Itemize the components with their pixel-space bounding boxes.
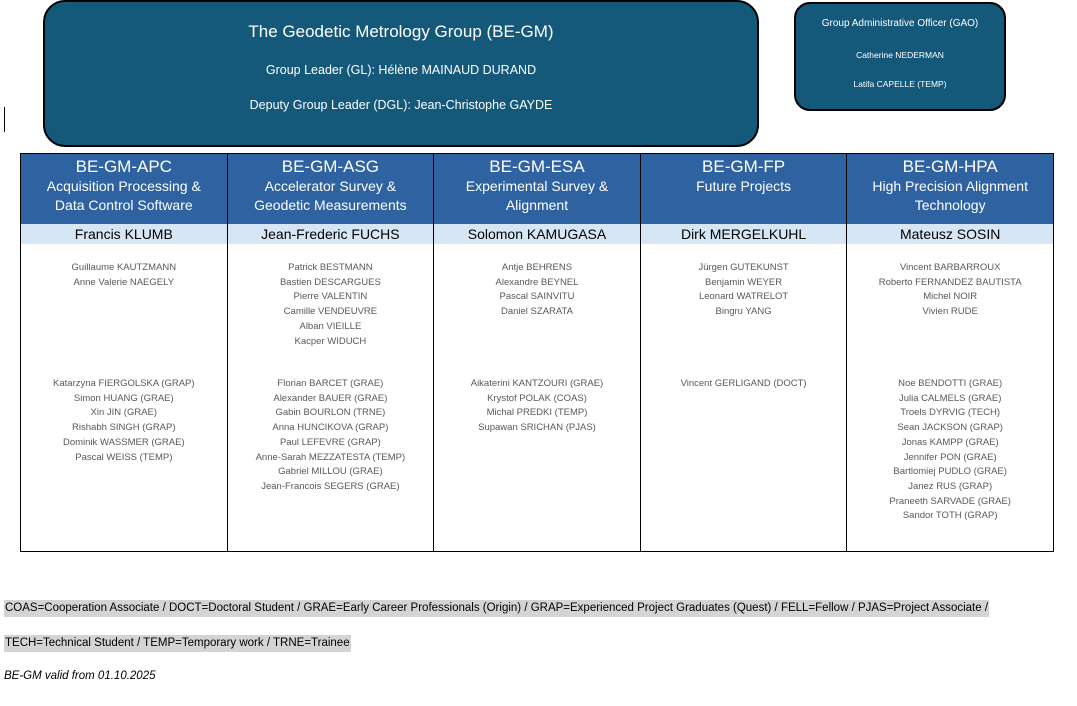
section-header — [228, 154, 434, 224]
staff-list — [434, 261, 640, 320]
staff-member: Anne Valerie NAEGELY — [73, 276, 175, 288]
section-header — [21, 154, 227, 224]
other-staff-list — [641, 377, 847, 392]
section-leader: Solomon KAMUGASA — [434, 224, 640, 244]
other-staff-member: Supawan SRICHAN (PJAS) — [478, 422, 596, 434]
other-staff-member: Gabin BOURLON (TRNE) — [275, 407, 386, 419]
group-title: The Geodetic Metrology Group (BE-GM) — [248, 22, 554, 41]
section-name: Data Control Software — [54, 197, 193, 213]
staff-member: Bingru YANG — [715, 306, 772, 318]
staff-member: Camille VENDEUVRE — [283, 306, 378, 318]
staff-member: Daniel SZARATA — [500, 306, 573, 318]
other-staff-member: Troels DYRVIG (TECH) — [900, 407, 1001, 419]
other-staff-member: Praneeth SARVADE (GRAE) — [889, 495, 1011, 507]
section-name: Future Projects — [696, 178, 792, 194]
staff-member: Vivien RUDE — [922, 306, 978, 318]
other-staff-member: Anne-Sarah MEZZATESTA (TEMP) — [255, 451, 406, 463]
staff-member: Jürgen GUTEKUNST — [698, 262, 789, 273]
section-code: BE-GM-FP — [702, 157, 786, 176]
other-staff-member: Xin JIN (GRAE) — [90, 407, 158, 419]
other-staff-member: Sandor TOTH (GRAP) — [902, 510, 998, 522]
group-deputy-leader: Deputy Group Leader (DGL): Jean-Christophe GAYDE — [249, 98, 553, 112]
admin-title: Group Administrative Officer (GAO) — [821, 18, 979, 29]
staff-member: Patrick BESTMANN — [288, 262, 373, 273]
section-leader: Mateusz SOSIN — [847, 224, 1053, 244]
section-column — [641, 154, 848, 551]
section-column — [228, 154, 435, 551]
group-header-box — [43, 0, 759, 147]
text-cursor — [4, 107, 5, 132]
section-name: Technology — [914, 197, 986, 213]
other-staff-list — [228, 377, 434, 495]
staff-member: Benjamin WEYER — [705, 276, 783, 288]
other-staff-member: Krystof POLAK (COAS) — [487, 392, 587, 404]
other-staff-list — [434, 377, 640, 436]
staff-member: Kacper WIDUCH — [294, 335, 367, 347]
section-name: Experimental Survey & — [465, 178, 609, 194]
other-staff-member: Jennifer PON (GRAE) — [903, 451, 997, 463]
staff-list — [847, 261, 1053, 320]
other-staff-member: Alexander BAUER (GRAE) — [273, 392, 388, 404]
other-staff-member: Pascal WEISS (TEMP) — [75, 451, 173, 463]
section-name: Geodetic Measurements — [254, 197, 407, 213]
other-staff-member: Michal PREDKI (TEMP) — [486, 407, 588, 419]
staff-member: Vincent BARBARROUX — [899, 262, 1001, 273]
other-staff-member: Jonas KAMPP (GRAE) — [901, 436, 999, 448]
section-column — [21, 154, 228, 551]
other-staff-list — [21, 377, 227, 465]
staff-member: Pascal SAINVITU — [499, 291, 575, 303]
other-staff-member: Aikaterini KANTZOURI (GRAE) — [470, 378, 604, 389]
admin-officer-box — [794, 2, 1006, 111]
staff-member: Guillaume KAUTZMANN — [71, 262, 177, 273]
other-staff-list — [847, 377, 1053, 524]
other-staff-member: Vincent GERLIGAND (DOCT) — [680, 378, 807, 389]
other-staff-member: Florian BARCET (GRAE) — [277, 378, 384, 389]
section-name: Acquisition Processing & — [46, 178, 201, 194]
other-staff-member: Simon HUANG (GRAE) — [73, 392, 174, 404]
staff-member: Bastien DESCARGUES — [279, 276, 381, 288]
admin-person: Latifa CAPELLE (TEMP) — [853, 79, 947, 89]
other-staff-member: Jean-Francois SEGERS (GRAE) — [261, 480, 400, 492]
other-staff-member: Julia CALMELS (GRAE) — [898, 392, 1002, 404]
section-name: High Precision Alignment — [872, 178, 1028, 194]
section-code: BE-GM-HPA — [902, 157, 998, 176]
staff-member: Alban VIEILLE — [299, 320, 362, 332]
section-column — [434, 154, 641, 551]
group-leader: Group Leader (GL): Hélène MAINAUD DURAND — [265, 63, 537, 77]
other-staff-member: Janez RUS (GRAP) — [908, 480, 993, 492]
staff-member: Roberto FERNANDEZ BAUTISTA — [878, 276, 1022, 288]
section-header — [847, 154, 1053, 224]
section-leader: Francis KLUMB — [21, 224, 227, 244]
section-header — [641, 154, 847, 224]
section-leader: Jean-Frederic FUCHS — [228, 224, 434, 244]
section-name: Alignment — [505, 197, 569, 213]
section-name: Accelerator Survey & — [264, 178, 397, 194]
section-code: BE-GM-ASG — [281, 157, 380, 176]
other-staff-member: Noe BENDOTTI (GRAE) — [898, 378, 1003, 389]
staff-member: Pierre VALENTIN — [293, 291, 368, 303]
other-staff-member: Bartlomiej PUDLO (GRAE) — [893, 466, 1007, 478]
other-staff-member: Anna HUNCIKOVA (GRAP) — [272, 422, 389, 434]
staff-member: Leonard WATRELOT — [698, 291, 789, 303]
staff-list — [21, 261, 227, 290]
legend-line-2: TECH=Technical Student / TEMP=Temporary work / TRNE=Trainee — [4, 635, 351, 652]
other-staff-member: Katarzyna FIERGOLSKA (GRAP) — [53, 378, 195, 389]
staff-member: Antje BEHRENS — [501, 262, 573, 273]
other-staff-member: Sean JACKSON (GRAP) — [897, 422, 1003, 434]
other-staff-member: Dominik WASSMER (GRAE) — [63, 436, 185, 448]
staff-list — [641, 261, 847, 320]
validity-note: BE-GM valid from 01.10.2025 — [4, 670, 156, 682]
sections-table — [20, 153, 1054, 552]
staff-member: Michel NOIR — [923, 291, 978, 303]
staff-list — [228, 261, 434, 349]
section-header — [434, 154, 640, 224]
other-staff-member: Paul LEFEVRE (GRAP) — [279, 436, 381, 448]
staff-member: Alexandre BEYNEL — [495, 276, 579, 288]
legend-line-1: COAS=Cooperation Associate / DOCT=Doctoral Student / GRAE=Early Career Professionals (Origin) / GRAP=Experienced Project Graduates (Quest) / FELL=Fellow / PJAS=Project Associate / — [4, 600, 989, 617]
section-column — [847, 154, 1053, 551]
section-code: BE-GM-ESA — [489, 157, 585, 176]
section-leader: Dirk MERGELKUHL — [641, 224, 847, 244]
other-staff-member: Rishabh SINGH (GRAP) — [72, 422, 176, 434]
section-code: BE-GM-APC — [75, 157, 172, 176]
other-staff-member: Gabriel MILLOU (GRAE) — [278, 466, 383, 478]
admin-person: Catherine NEDERMAN — [856, 50, 944, 60]
